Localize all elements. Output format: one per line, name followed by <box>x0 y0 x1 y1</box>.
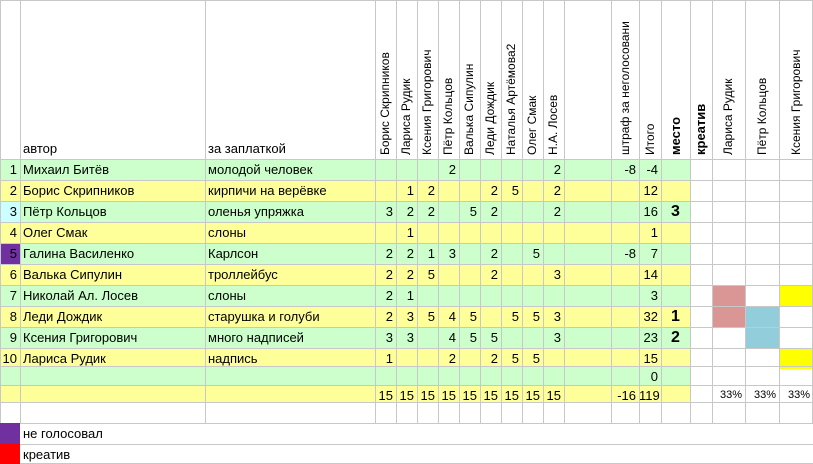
vote-cell: 3 <box>448 246 456 261</box>
row-number: 4 <box>9 225 17 240</box>
vote-cell: 2 <box>553 183 561 198</box>
author-name: Леди Дождик <box>23 309 103 324</box>
vote-cell: 3 <box>385 204 393 219</box>
vote-cell: 3 <box>406 330 414 345</box>
work-title: Карлсон <box>208 246 259 261</box>
total-cell: 14 <box>643 267 658 282</box>
vote-cell <box>522 180 543 201</box>
penalty-cell <box>611 180 639 201</box>
total-cell: -4 <box>646 162 658 177</box>
vote-cell: 2 <box>385 267 393 282</box>
penalty-cell <box>611 201 639 222</box>
vote-cell <box>543 243 564 264</box>
vote-cell <box>522 264 543 285</box>
vote-cell <box>459 222 480 243</box>
work-title: слоны <box>208 288 246 303</box>
work-title: старушка и голуби <box>208 309 320 324</box>
vote-cell: 5 <box>511 183 519 198</box>
author-name: Михаил Битёв <box>23 162 110 177</box>
vote-cell: 1 <box>427 246 435 261</box>
vote-cell <box>396 348 417 366</box>
vote-cell <box>522 222 543 243</box>
work-title: оленья упряжка <box>208 204 304 219</box>
vote-cell: 2 <box>385 288 393 303</box>
vote-cell: 4 <box>448 309 456 324</box>
total-cell: 7 <box>650 246 658 261</box>
vote-cell <box>480 285 501 306</box>
total-cell: 32 <box>643 309 658 324</box>
total-cell: 1 <box>650 225 658 240</box>
vote-cell <box>459 285 480 306</box>
grid-line <box>0 366 813 367</box>
vote-cell <box>522 285 543 306</box>
vote-cell <box>375 159 396 180</box>
vote-cell <box>522 159 543 180</box>
row-number: 9 <box>9 330 17 345</box>
sum-cell: 15 <box>504 388 519 402</box>
vote-cell <box>417 327 438 348</box>
place-cell: 3 <box>671 203 680 220</box>
vote-cell <box>417 159 438 180</box>
place-cell <box>661 243 690 264</box>
vote-cell <box>396 159 417 180</box>
sum-cell: 15 <box>546 388 561 402</box>
percent-cell: 33% <box>787 389 810 401</box>
vote-cell <box>375 180 396 201</box>
sum-penalty: -16 <box>617 388 636 402</box>
vote-cell: 2 <box>448 351 456 366</box>
header-judge: Лариса Рудик <box>399 78 413 155</box>
author-name: Валька Сипулин <box>23 267 123 282</box>
vote-cell: 3 <box>553 309 561 324</box>
vote-cell: 2 <box>385 309 393 324</box>
vote-cell <box>543 222 564 243</box>
header-judge: Ксения Григорович <box>420 49 434 155</box>
penalty-cell <box>611 327 639 348</box>
work-title: много надписей <box>208 330 304 345</box>
vote-cell <box>438 264 459 285</box>
author-name: Ксения Григорович <box>23 330 138 345</box>
vote-cell <box>543 285 564 306</box>
header-extra: Ксения Григорович <box>789 49 803 155</box>
vote-cell: 3 <box>385 330 393 345</box>
place-cell: 1 <box>671 308 680 325</box>
vote-cell <box>459 180 480 201</box>
vote-cell <box>522 327 543 348</box>
vote-cell: 5 <box>469 309 477 324</box>
row-number: 8 <box>9 309 17 324</box>
author-name: Пётр Кольцов <box>23 204 107 219</box>
row-number: 1 <box>9 162 17 177</box>
work-title: кирпичи на верёвке <box>208 183 327 198</box>
vote-cell: 2 <box>490 183 498 198</box>
author-name: Олег Смак <box>23 225 88 240</box>
header-place: место <box>668 116 683 155</box>
vote-cell: 3 <box>553 330 561 345</box>
row-fill <box>0 385 690 402</box>
row-number: 3 <box>9 204 17 219</box>
sum-cell: 15 <box>525 388 540 402</box>
vote-cell: 1 <box>385 351 393 366</box>
header-extra: Пётр Кольцов <box>755 77 769 155</box>
vote-cell <box>480 222 501 243</box>
vote-cell: 5 <box>427 309 435 324</box>
header-judge: Пётр Кольцов <box>441 77 455 155</box>
legend-swatch-creative <box>0 444 20 464</box>
vote-cell: 3 <box>553 267 561 282</box>
penalty-cell: -8 <box>624 162 636 177</box>
vote-cell: 2 <box>553 204 561 219</box>
vote-cell <box>438 201 459 222</box>
work-title: слоны <box>208 225 246 240</box>
vote-cell <box>438 180 459 201</box>
row-number: 2 <box>9 183 17 198</box>
penalty-cell: -8 <box>624 246 636 261</box>
vote-cell: 5 <box>469 330 477 345</box>
grid-line <box>564 0 565 423</box>
vote-cell <box>438 285 459 306</box>
vote-cell <box>417 348 438 366</box>
legend-not-voted-label: не голосовал <box>23 426 103 441</box>
row-number: 10 <box>2 351 17 366</box>
author-name: Галина Василенко <box>23 246 135 261</box>
header-total: Итого <box>643 123 657 155</box>
vote-cell: 2 <box>427 183 435 198</box>
vote-cell: 2 <box>406 204 414 219</box>
vote-cell <box>459 243 480 264</box>
vote-cell: 5 <box>532 246 540 261</box>
vote-cell <box>459 264 480 285</box>
place-cell: 2 <box>671 329 680 346</box>
vote-cell: 2 <box>448 162 456 177</box>
vote-cell: 2 <box>553 162 561 177</box>
vote-cell <box>417 285 438 306</box>
header-creative: креатив <box>693 103 708 155</box>
place-cell <box>661 159 690 180</box>
vote-cell <box>501 264 522 285</box>
extra-cell-yellow <box>779 285 813 306</box>
author-name: Николай Ал. Лосев <box>23 288 138 303</box>
vote-cell <box>501 201 522 222</box>
vote-cell: 1 <box>406 225 414 240</box>
sum-cell: 15 <box>441 388 456 402</box>
header-judge: Н.А. Лосев <box>546 94 560 155</box>
vote-cell <box>501 327 522 348</box>
vote-cell <box>480 159 501 180</box>
place-cell <box>661 348 690 366</box>
work-title: троллейбус <box>208 267 278 282</box>
vote-cell <box>543 348 564 366</box>
vote-cell: 2 <box>406 267 414 282</box>
sum-cell: 15 <box>420 388 435 402</box>
vote-cell: 2 <box>427 204 435 219</box>
header-extra: Лариса Рудик <box>721 78 735 155</box>
row-fill <box>0 366 690 385</box>
total-cell: 16 <box>643 204 658 219</box>
vote-cell: 5 <box>511 351 519 366</box>
author-name: Лариса Рудик <box>23 351 106 366</box>
penalty-cell <box>611 264 639 285</box>
grid-line <box>0 0 813 1</box>
vote-cell: 5 <box>427 267 435 282</box>
place-cell <box>661 180 690 201</box>
penalty-cell <box>611 222 639 243</box>
vote-cell: 2 <box>490 267 498 282</box>
header-judge: Борис Скрипников <box>378 52 392 155</box>
vote-cell: 2 <box>490 246 498 261</box>
header-judge: Валька Сипулин <box>462 63 476 155</box>
header-judge: Олег Смак <box>525 95 539 155</box>
penalty-cell <box>611 348 639 366</box>
penalty-cell <box>611 285 639 306</box>
legend-swatch-not-voted <box>0 423 20 444</box>
header-penalty: штраф за неголосовани <box>618 21 632 155</box>
sum-cell: 15 <box>378 388 393 402</box>
vote-cell: 2 <box>406 246 414 261</box>
vote-cell <box>501 222 522 243</box>
header-judge: Леди Дождик <box>483 81 497 155</box>
row-number: 7 <box>9 288 17 303</box>
vote-cell <box>375 222 396 243</box>
percent-cell: 33% <box>753 389 776 401</box>
total-cell: 15 <box>643 351 658 366</box>
author-name: Борис Скрипников <box>23 183 135 198</box>
place-cell <box>661 222 690 243</box>
total-cell: 12 <box>643 183 658 198</box>
vote-cell: 5 <box>532 309 540 324</box>
vote-cell: 2 <box>490 204 498 219</box>
vote-cell: 5 <box>469 204 477 219</box>
vote-cell <box>501 285 522 306</box>
place-cell <box>661 285 690 306</box>
vote-cell <box>522 201 543 222</box>
vote-cell <box>417 222 438 243</box>
place-cell <box>661 264 690 285</box>
total-cell: 0 <box>650 369 658 384</box>
legend-creative-label: креатив <box>23 447 71 462</box>
sum-cell: 15 <box>462 388 477 402</box>
vote-cell <box>459 159 480 180</box>
vote-cell <box>459 348 480 366</box>
total-cell: 23 <box>643 330 658 345</box>
penalty-cell <box>611 306 639 327</box>
header-author: автор <box>23 141 58 156</box>
row-number: 5 <box>9 246 17 261</box>
row-number: 6 <box>9 267 17 282</box>
vote-cell: 1 <box>406 183 414 198</box>
vote-cell: 4 <box>448 330 456 345</box>
header-judge: Наталья Артёмова2 <box>504 43 518 155</box>
vote-cell: 5 <box>511 309 519 324</box>
total-cell: 3 <box>650 288 658 303</box>
percent-cell: 33% <box>719 389 742 401</box>
sum-cell: 15 <box>399 388 414 402</box>
grid-line <box>0 402 813 403</box>
vote-cell: 5 <box>490 330 498 345</box>
vote-cell: 2 <box>490 351 498 366</box>
vote-cell: 3 <box>406 309 414 324</box>
sum-cell: 15 <box>483 388 498 402</box>
vote-cell: 5 <box>532 351 540 366</box>
vote-cell: 2 <box>385 246 393 261</box>
vote-cell <box>438 222 459 243</box>
work-title: молодой человек <box>208 162 313 177</box>
vote-cell <box>501 159 522 180</box>
vote-cell: 1 <box>406 288 414 303</box>
vote-cell <box>501 243 522 264</box>
sum-total: 119 <box>639 388 660 402</box>
work-title: надпись <box>208 351 258 366</box>
header-work: за заплаткой <box>208 141 286 156</box>
vote-cell <box>480 306 501 327</box>
